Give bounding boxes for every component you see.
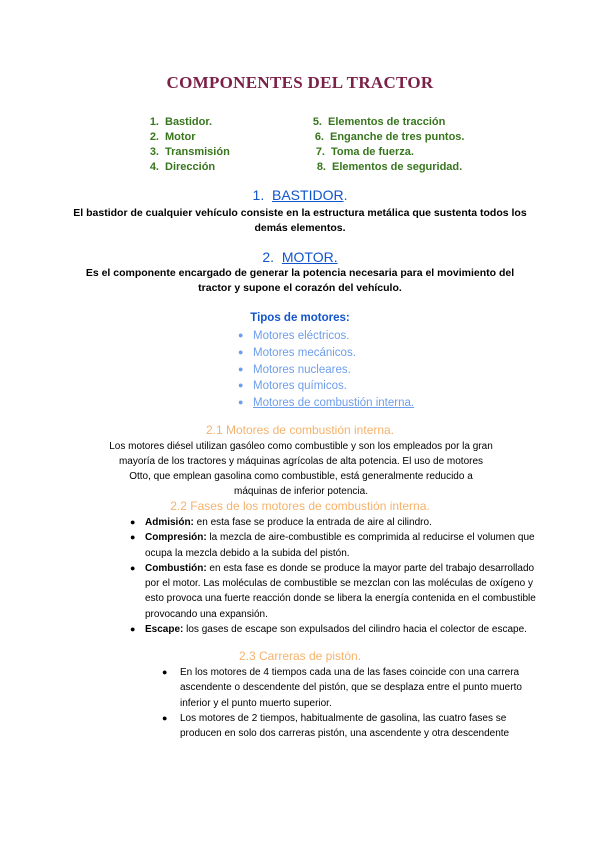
toc-item: 8. Elementos de seguridad. — [316, 161, 463, 173]
bastidor-link[interactable]: BASTIDOR — [272, 187, 344, 203]
section-heading-2-1: 2.1 Motores de combustión interna. — [205, 423, 395, 437]
list-item: ● Motores de combustión interna. — [238, 397, 415, 410]
motor-text: Es el componente encargado de generar la potencia necesaria para el movimiento del tractor y supone el corazón del vehículo. — [85, 267, 515, 294]
toc-item: 5. Elementos de tracción — [312, 116, 446, 128]
toc-right-column — [304, 115, 464, 175]
combustion-text: Los motores diésel utilizan gasóleo como combustible y son los empleados por la gran mayoría de los tractores y máquinas agrícolas de alta potencia. El uso de motores Otto, que emplean gasolina como combustible, está generalmente reducido a máquinas de inferior potencia. — [109, 441, 493, 497]
list-item: ● Compresión: la mezcla de aire-combustible es comprimida al reducirse el volumen que ocupa la mezcla debido a la subida del pistón. — [130, 532, 535, 559]
list-item: ● Los motores de 2 tiempos, habitualmente de gasolina, las cuatro fases se producen en solo dos carreras pistón, una ascendente y otra descendente — [162, 712, 510, 740]
toc-item: 1. Bastidor. — [149, 116, 213, 128]
toc-left-column — [141, 115, 230, 175]
motor-link[interactable]: MOTOR. — [281, 249, 338, 265]
page-title: COMPONENTES DEL TRACTOR — [166, 73, 434, 92]
section-heading-2-3: 2.3 Carreras de pistón. — [238, 649, 362, 663]
bastidor-text: El bastidor de cualquier vehículo consiste en la estructura metálica que sustenta todos los demás elementos. — [73, 207, 527, 234]
list-item: ● Combustión: en esta fase es donde se produce la mayor parte del trabajo desarrollado por el motor. Las moléculas de combustible se mezclan con las moléculas de oxígeno y esto provoca una fuerte reacción donde se libera la energía contenida en el combustible provocando una expansión. — [130, 562, 536, 620]
toc-item: 3. Transmisión — [149, 146, 230, 158]
list-item: ● Motores nucleares. — [238, 363, 351, 376]
list-item: ● En los motores de 4 tiempos cada una de las fases coincide con una carrera ascendente o descendente del pistón, que se desplaza entre el punto muerto inferior y el punto muerto superior. — [162, 667, 522, 709]
strokes-list — [162, 665, 544, 741]
toc-item: 7. Toma de fuerza. — [315, 146, 414, 158]
phases-list — [130, 515, 540, 637]
toc-item: 6. Enganche de tres puntos. — [314, 131, 465, 143]
motor-types-title: Tipos de motores: — [250, 312, 350, 324]
list-item: ● Motores mecánicos. — [238, 346, 356, 359]
toc-item: 4. Dirección — [149, 161, 216, 173]
list-item: ● Motores eléctricos. — [238, 330, 350, 342]
list-item: ● Motores químicos. — [238, 380, 347, 393]
section-heading-2-2: 2.2 Fases de los motores de combustión interna. — [170, 499, 430, 513]
toc-item: 2. Motor — [149, 131, 196, 143]
section-heading-bastidor: 1. BASTIDOR. — [252, 187, 348, 203]
section-heading-motor: 2. MOTOR. — [262, 249, 338, 265]
motor-types-list — [238, 328, 414, 412]
combustion-interna-link[interactable]: Motores de combustión interna. — [253, 397, 415, 410]
list-item: ● Admisión: en esta fase se produce la entrada de aire al cilindro. — [130, 517, 432, 528]
list-item: ● Escape: los gases de escape son expulsados del cilindro hacia el colector de escape. — [130, 624, 527, 636]
